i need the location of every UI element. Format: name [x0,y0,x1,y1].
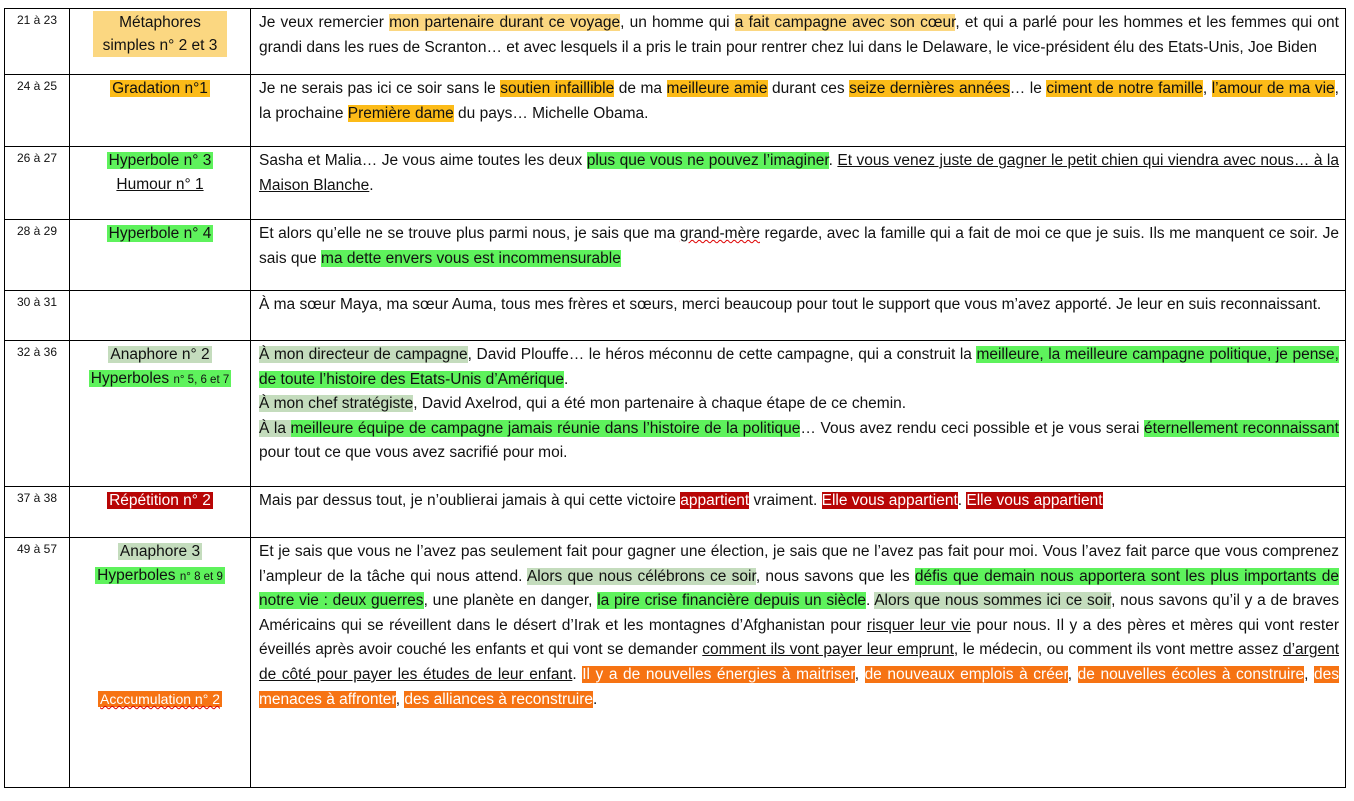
text-segment: . [593,690,598,708]
figure-numbers: n° 8 et 9 [179,571,223,583]
text-segment: Sasha et Malia… Je vous aime toutes les deux [259,152,587,169]
speech-text-cell [251,487,1346,538]
line-range: 24 à 25 [16,79,58,93]
figure-label-text: Hyperbole n° 3 [108,152,212,169]
line-range-cell [5,487,70,538]
text-segment: , une planète en danger, [423,592,598,610]
figure-cell [70,9,251,75]
figure-line [70,173,250,197]
highlighted-phrase: Il y a de nouvelles énergies à maitriser [582,665,855,683]
table-row [5,487,1346,538]
line-range: 37 à 38 [16,491,58,505]
table-row [5,147,1346,220]
figure-label [107,492,213,509]
text-segment: , la prochaine [259,80,1339,122]
highlighted-phrase: meilleure, la meilleure campagne politique, je pense, de toute l’histoire des Etats-Unis d’Amérique [259,346,1339,388]
speech-text-cell [251,75,1346,147]
figures-of-speech-table [4,8,1346,788]
highlighted-phrase: mon partenaire durant ce voyage [389,14,621,31]
highlighted-phrase: ciment de notre famille [1046,80,1203,97]
figure-label-text: Anaphore 3 [119,543,201,560]
text-segment: . [866,592,875,610]
highlighted-phrase: de nouveaux emplois à créer [864,665,1068,683]
highlighted-phrase: Alors que nous célébrons ce soir [526,567,756,585]
figure-numbers: n° 5, 6 et 7 [173,374,230,386]
figure-label [110,80,210,97]
text-segment: Et alors qu’elle ne se trouve plus parmi nous, je sais que ma [259,225,680,242]
text-segment: , un homme qui [620,14,735,31]
text-segment: de ma [614,80,667,97]
figure-label-text: Acccumulation n° 2 [100,691,220,707]
text-segment: du pays… Michelle Obama. [453,104,649,122]
underlined-phrase: Et vous venez juste de gagner le petit chien qui viendra avec nous… à la Maison Blanche [259,152,1339,194]
line-range: 49 à 57 [16,542,58,556]
text-segment: , nous savons que les [755,567,915,585]
figure-label-text: Gradation n°1 [112,80,208,97]
highlighted-phrase: meilleure équipe de campagne jamais réunie dans l’histoire de la politique [290,419,801,437]
highlighted-phrase: À mon directeur de campagne [259,346,468,363]
figure-line [70,367,250,392]
figure-label [107,152,214,169]
text-segment: . [828,152,838,169]
highlighted-phrase: Première dame [347,104,454,122]
line-range-cell [5,538,70,788]
figure-line [70,77,250,101]
table-body [5,9,1346,788]
text-segment: vraiment. [749,492,822,509]
text-segment: , et qui a parlé pour les hommes et les femmes qui ont grandi dans les rues de Scranton… et avec lesquels il a pris le train pour rentrer chez lui dans le Delaware, le vice-président élu des Etats-Unis, Joe Biden [259,14,1339,56]
figure-line [70,687,250,712]
highlighted-phrase: des alliances à reconstruire [404,690,594,708]
figure-label [107,225,214,242]
figure-line [70,564,250,589]
speech-text-cell [251,291,1346,341]
highlighted-phrase: meilleure amie [666,80,768,97]
text-segment: , [1067,665,1078,683]
line-range-cell [5,147,70,220]
figure-cell [70,220,251,291]
table-row [5,75,1346,147]
text-segment: , [1304,665,1314,683]
text-segment: . [957,492,967,509]
speech-text-cell [251,9,1346,75]
figure-cell [70,487,251,538]
figure-label-text: Hyperboles [90,370,170,387]
highlighted-phrase: défis que demain nous apportera sont les plus importants de notre vie : deux guerres [259,567,1339,610]
line-range: 30 à 31 [16,295,58,309]
highlighted-phrase: la pire crise financière depuis un siècle [597,592,867,610]
highlighted-phrase: À mon chef stratégiste [259,395,414,413]
speech-text-cell [251,220,1346,291]
figure-line [70,222,250,246]
highlighted-phrase: appartient [680,492,750,509]
line-range: 21 à 23 [16,13,58,27]
text-segment: , David Plouffe… le héros méconnu de cette campagne, qui a construit la [467,346,977,363]
table-row [5,291,1346,341]
speech-text-cell [251,341,1346,487]
text-segment: … Vous avez rendu ceci possible et je vous serai [800,419,1145,437]
figure-label-text: Hyperbole n° 4 [108,225,212,242]
line-range-cell [5,291,70,341]
text-segment: À ma sœur Maya, ma sœur Auma, tous mes frères et sœurs, merci beaucoup pour tout le support que vous m’avez apporté. Je leur en suis reconnaissant. [259,296,1322,313]
line-range-cell [5,75,70,147]
figure-label-text: Hyperboles [97,567,176,584]
figure-label-text: Humour n° 1 [116,176,204,193]
table-row [5,220,1346,291]
figure-label [93,11,227,57]
figure-cell [70,75,251,147]
figure-label [89,370,231,387]
figure-label [114,176,205,193]
highlighted-phrase: Elle vous appartient [966,492,1103,509]
figure-cell [70,291,251,341]
figure-cell [70,147,251,220]
text-segment: , David Axelrod, qui a été mon partenaire à chaque étape de ce chemin. [413,395,907,413]
text-segment: . [563,370,569,388]
text-segment: … le [1009,80,1047,97]
underlined-phrase: risquer leur vie [866,616,971,634]
text-segment: regarde, avec la famille qui a fait de moi ce que je suis. Ils me manquent ce soir. Je sais que [259,225,1340,267]
text-segment: pour tout ce que vous avez sacrifié pour moi. [259,444,568,462]
figure-label [95,567,225,584]
figure-label-text: Métaphores simples n° 2 et 3 [102,14,218,54]
text-segment: Et je sais que vous ne l’avez pas seulement fait pour gagner une élection, je sais que ne l’avez pas fait pour moi. Vous l’avez fait parce que vous comprenez l’ampleur de la tâche qui nous attend. [259,543,1339,585]
line-range: 28 à 29 [16,224,58,238]
text-segment: grand-mère [679,225,760,242]
line-range-cell [5,9,70,75]
text-segment: . [369,176,374,194]
table-row [5,341,1346,487]
text-segment: , nous savons qu’il y a de braves Américains qui se réveillent dans le désert d’Irak et les montagnes d’Afghanistan pour [259,592,1339,634]
figure-line [70,540,250,564]
text-segment: , [1202,80,1212,97]
line-range-cell [5,220,70,291]
table-row [5,9,1346,75]
figure-cell [70,538,251,788]
figure-label-text: Anaphore n° 2 [110,346,210,363]
text-segment: , [395,690,405,708]
text-segment: . [572,665,583,683]
text-segment: Je veux remercier [259,14,390,31]
speech-text-cell [251,147,1346,220]
figure-line [70,489,250,513]
figure-line [70,343,250,367]
highlighted-phrase: ma dette envers vous est incommensurable [321,249,621,267]
figure-label-text: Répétition n° 2 [109,492,211,509]
speech-text-cell [251,538,1346,788]
highlighted-phrase: l’amour de ma vie [1211,80,1335,97]
highlighted-phrase: Elle vous appartient [821,492,958,509]
line-range: 32 à 36 [16,345,58,359]
highlighted-phrase: seize dernières années [849,80,1010,97]
text-segment: , le médecin, ou comment ils vont mettre assez [953,641,1283,659]
highlighted-phrase: des menaces à affronter [259,665,1339,708]
figure-cell [70,341,251,487]
highlighted-phrase: Alors que nous sommes ici ce soir [874,592,1112,610]
figure-label [118,543,202,560]
text-segment: , [854,665,865,683]
underlined-phrase: d’argent de côté pour payer les études de leur enfant [259,641,1339,683]
figure-line [70,149,250,173]
text-segment: durant ces [767,80,850,97]
line-range: 26 à 27 [16,151,58,165]
line-range-cell [5,341,70,487]
figure-label [108,346,211,363]
highlighted-phrase: a fait campagne avec son cœur [734,14,956,31]
highlighted-phrase: éternellement reconnaissant [1144,419,1339,437]
text-segment: pour nous. Il y a des pères et mères qui vont rester éveillés après avoir couché les enfants et qui vont se demander [259,616,1339,659]
underlined-phrase: comment ils vont payer leur emprunt [702,641,954,659]
text-segment: Mais par dessus tout, je n’oublierai jamais à qui cette victoire [259,492,681,509]
highlighted-phrase: de nouvelles écoles à construire [1077,665,1305,683]
text-segment: Je ne serais pas ici ce soir sans le [259,80,501,97]
figure-label [98,691,222,707]
figure-line [70,11,250,58]
table-row [5,538,1346,788]
highlighted-phrase: À la [259,419,291,437]
highlighted-phrase: soutien infaillible [500,80,615,97]
highlighted-phrase: plus que vous ne pouvez l’imaginer [586,152,829,169]
